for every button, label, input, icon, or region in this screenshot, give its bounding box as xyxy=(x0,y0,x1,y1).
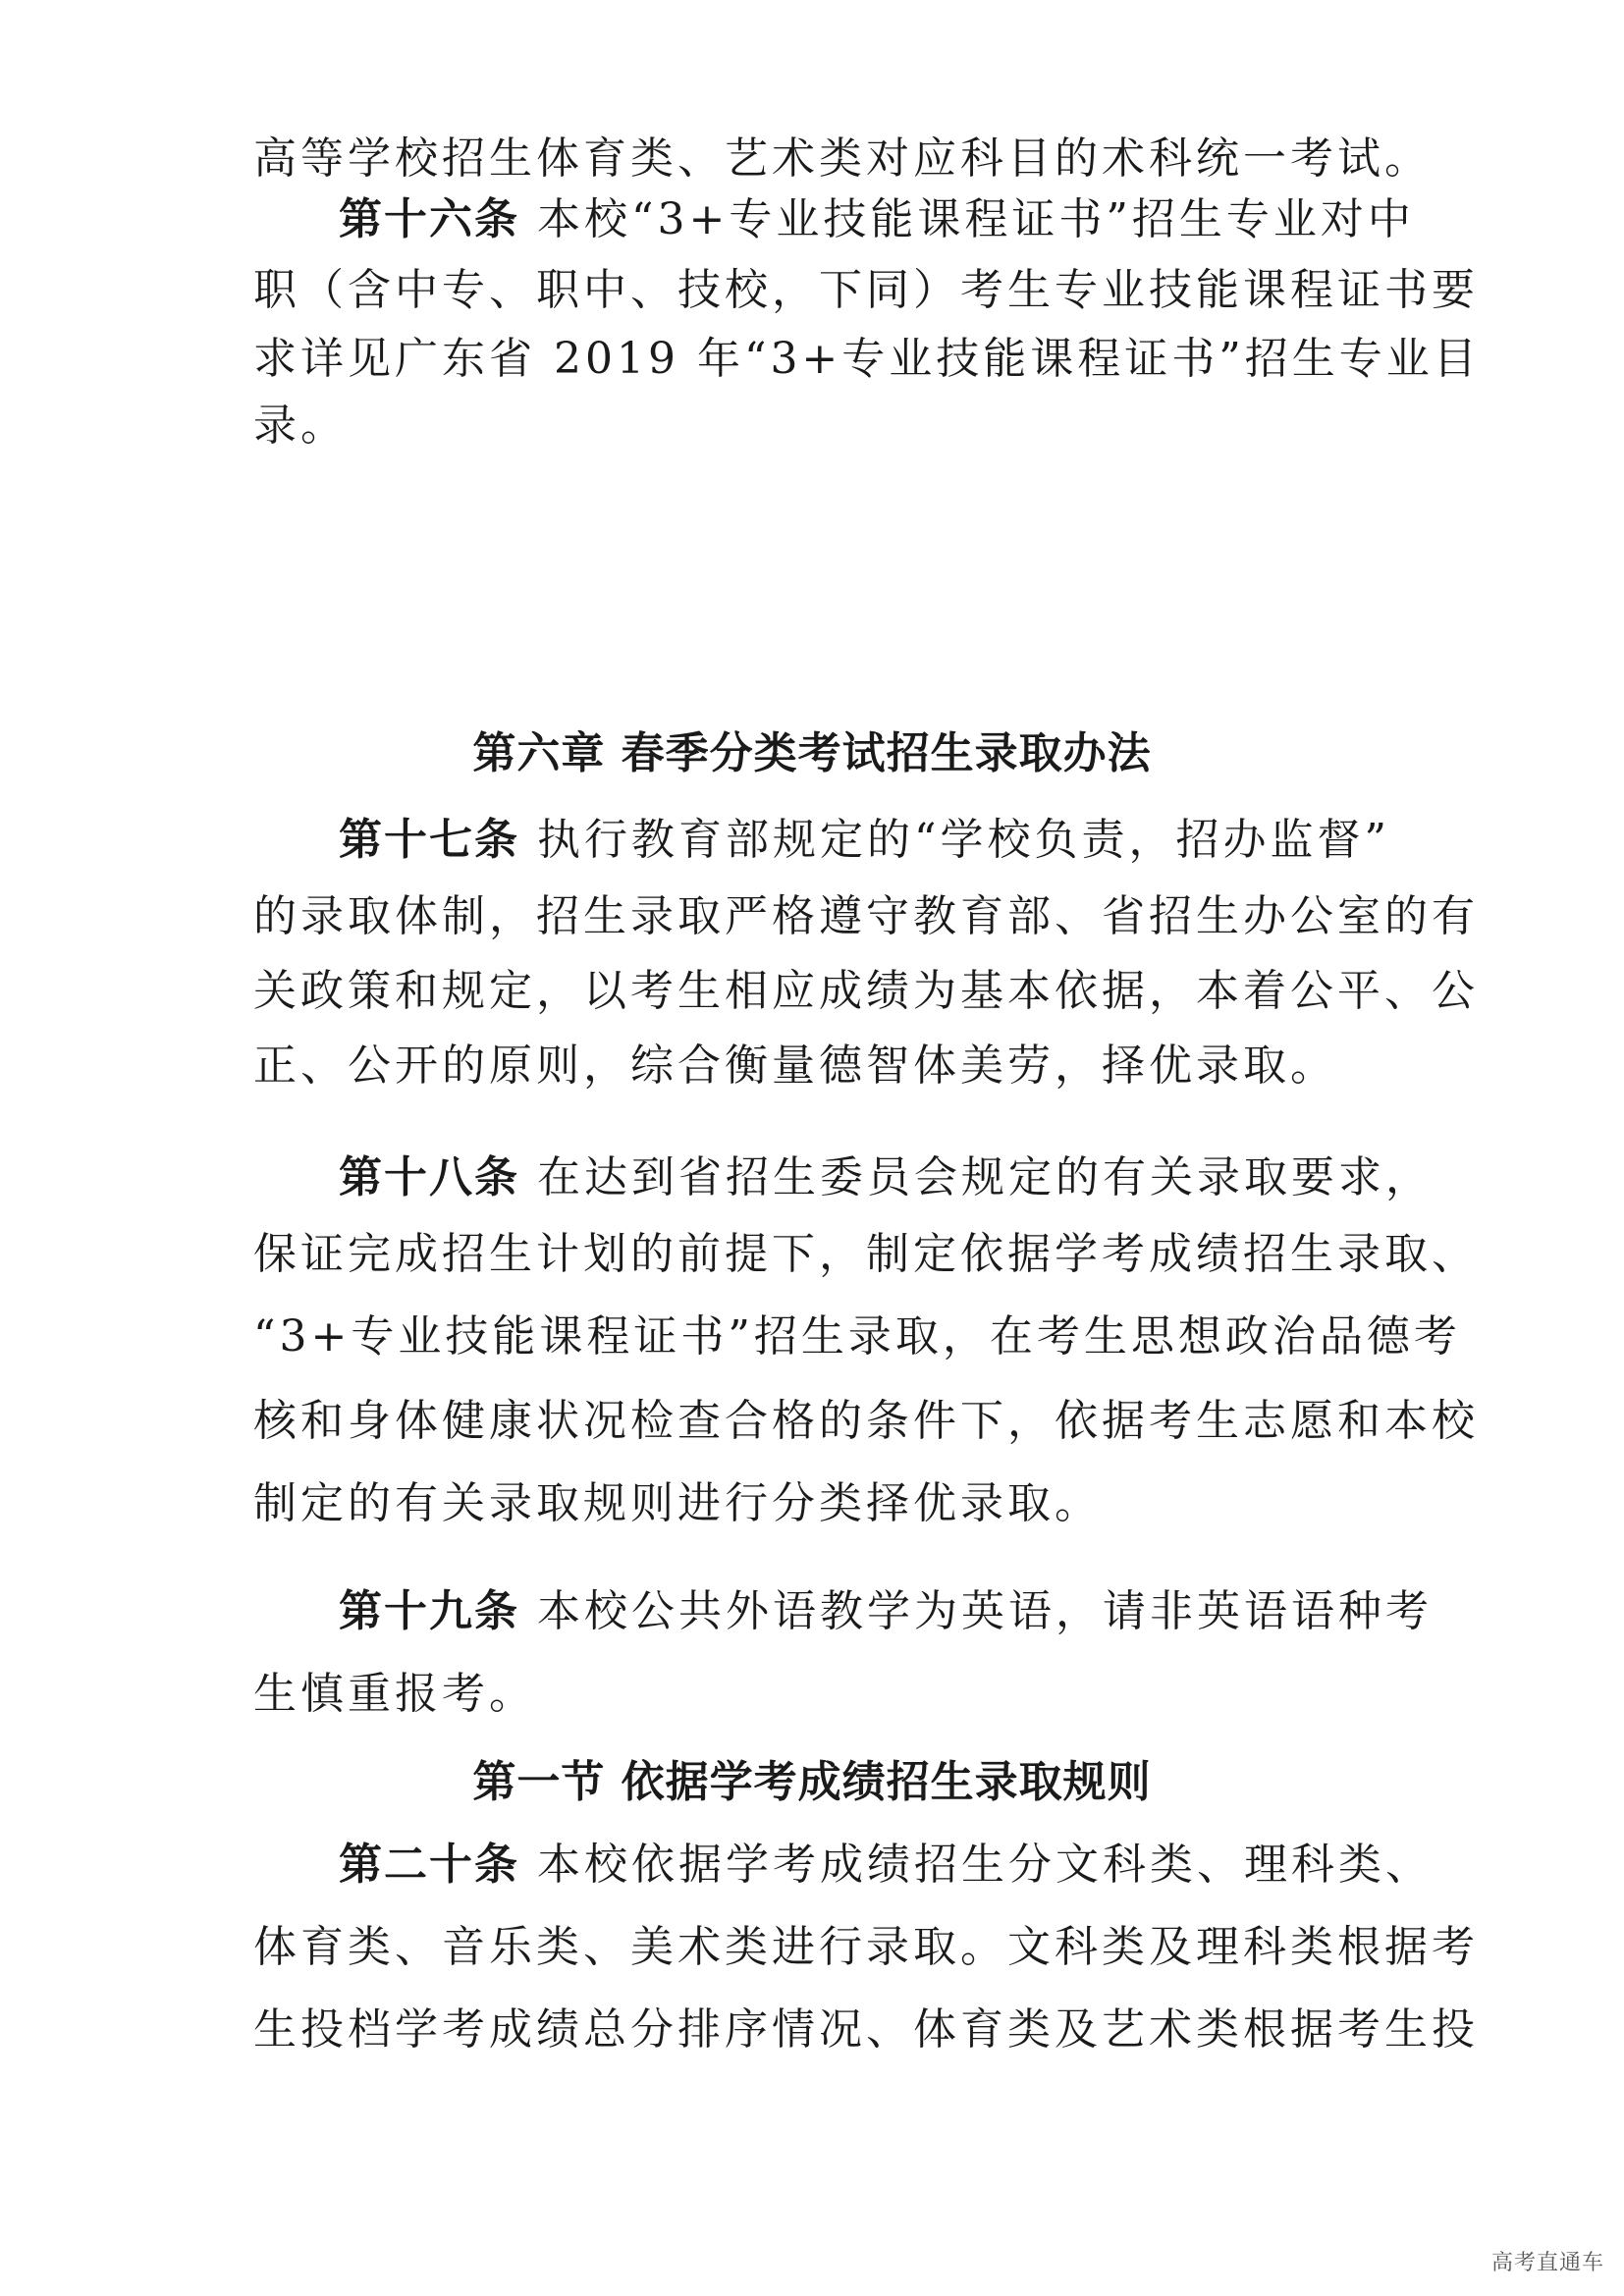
article-17-text: 执行教育部规定的“学校负责，招办监督” xyxy=(519,815,1390,865)
paragraph-line: 高等学校招生体育类、艺术类对应科目的术科统一考试。 xyxy=(253,133,1432,184)
article-17-line-2: 的录取体制，招生录取严格遵守教育部、省招生办公室的有 xyxy=(253,891,1479,941)
watermark: 高考直通车 xyxy=(1490,2251,1604,2275)
article-16-line-4: 录。 xyxy=(253,400,348,451)
article-19-text: 本校公共外语教学为英语，请非英语语种考 xyxy=(519,1586,1433,1636)
article-18-text: 在达到省招生委员会规定的有关录取要求， xyxy=(519,1152,1433,1202)
article-16-line-2: 职（含中专、职中、技校，下同）考生专业技能课程证书要 xyxy=(253,265,1479,315)
article-16-label: 第十六条 xyxy=(339,194,519,244)
article-17-line-3: 关政策和规定，以考生相应成绩为基本依据，本着公平、公 xyxy=(253,966,1479,1016)
article-20-text: 本校依据学考成绩招生分文科类、理科类、 xyxy=(519,1840,1433,1890)
article-16-line-1 xyxy=(339,190,1478,249)
article-18-line-5: 制定的有关录取规则进行分类择优录取。 xyxy=(253,1478,1102,1528)
article-20-line-1 xyxy=(339,1836,1478,1895)
article-18-line-3: “3+专业技能课程证书”招生录取，在考生思想政治品德考 xyxy=(253,1311,1461,1362)
article-16-line-3: 求详见广东省 2019 年“3+专业技能课程证书”招生专业目 xyxy=(253,334,1481,384)
article-17-line-4: 正、公开的原则，综合衡量德智体美劳，择优录取。 xyxy=(253,1041,1337,1091)
article-20-line-2: 体育类、音乐类、美术类进行录取。文科类及理科类根据考 xyxy=(253,1922,1479,1972)
article-19-line-2: 生慎重报考。 xyxy=(253,1669,536,1719)
article-17-line-1 xyxy=(339,811,1478,870)
article-18-line-2: 保证完成招生计划的前提下，制定依据学考成绩招生录取、 xyxy=(253,1229,1479,1279)
article-18-label: 第十八条 xyxy=(339,1152,519,1202)
chapter-heading: 第六章 春季分类考试招生录取办法 xyxy=(472,728,1152,778)
article-18-line-1 xyxy=(339,1148,1478,1207)
section-heading: 第一节 依据学考成绩招生录取规则 xyxy=(472,1757,1152,1807)
article-20-label: 第二十条 xyxy=(339,1840,519,1890)
article-20-line-3: 生投档学考成绩总分排序情况、体育类及艺术类根据考生投 xyxy=(253,2004,1479,2055)
article-19-line-1 xyxy=(339,1582,1478,1641)
article-16-text: 本校“3+专业技能课程证书”招生专业对中 xyxy=(519,194,1415,244)
article-18-line-4: 核和身体健康状况检查合格的条件下，依据考生志愿和本校 xyxy=(253,1396,1479,1446)
article-17-label: 第十七条 xyxy=(339,815,519,865)
article-19-label: 第十九条 xyxy=(339,1586,519,1636)
